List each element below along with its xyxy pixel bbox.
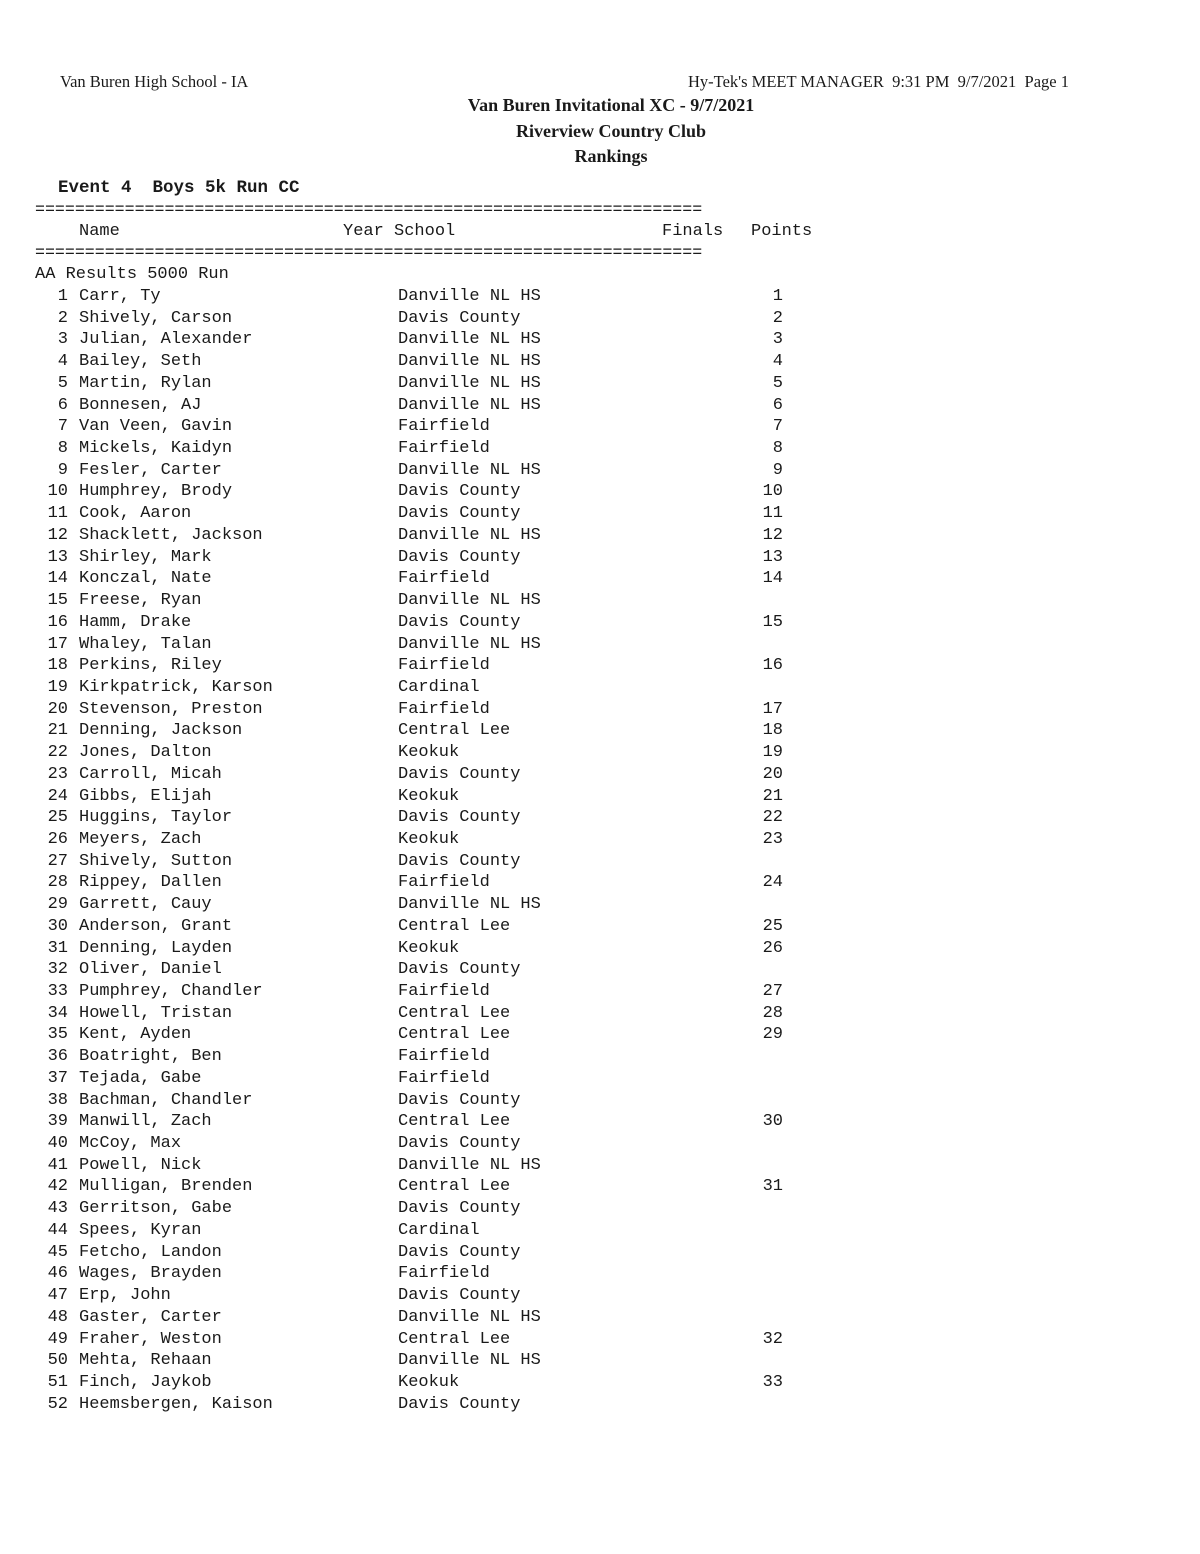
table-row [0, 786, 900, 808]
table-row [0, 872, 900, 894]
athlete-name-cell: Tejada, Gabe [79, 1068, 202, 1088]
athlete-name-cell: Denning, Layden [79, 938, 233, 958]
place-cell: 9 [57, 460, 68, 480]
table-row [0, 699, 900, 721]
athlete-name-cell: Kent, Ayden [79, 1025, 192, 1045]
points-cell: 27 [762, 982, 783, 1001]
place-cell: 17 [47, 634, 68, 654]
place-cell: 8 [57, 439, 68, 459]
school-cell: Davis County [398, 1286, 521, 1306]
athlete-name-cell: Jones, Dalton [79, 743, 212, 763]
school-cell: Davis County [398, 960, 521, 980]
table-row [0, 1285, 900, 1307]
table-row [0, 938, 900, 960]
meet-title: Van Buren Invitational XC - 9/7/2021 [467, 95, 755, 115]
table-row [0, 655, 900, 677]
place-cell: 42 [47, 1177, 68, 1197]
place-cell: 6 [57, 395, 68, 415]
table-row [0, 1329, 900, 1351]
school-cell: Danville NL HS [398, 330, 541, 350]
header-rule: =================================================================== [35, 243, 703, 262]
points-cell: 18 [762, 721, 783, 741]
col-name-header: Name [79, 222, 120, 241]
table-row [0, 916, 900, 938]
athlete-name-cell: Manwill, Zach [79, 1112, 212, 1132]
points-cell: 1 [772, 287, 783, 306]
school-cell: Central Lee [398, 1329, 511, 1349]
school-cell: Fairfield [398, 1068, 490, 1088]
school-cell: Fairfield [398, 417, 490, 437]
athlete-name-cell: Oliver, Daniel [79, 960, 222, 980]
school-cell: Danville NL HS [398, 634, 541, 654]
points-cell: 28 [762, 1003, 783, 1023]
table-row [0, 416, 900, 438]
table-row [0, 742, 900, 764]
athlete-name-cell: Finch, Jaykob [79, 1372, 212, 1392]
athlete-name-cell: Boatright, Ben [79, 1047, 222, 1067]
athlete-name-cell: Fetcho, Landon [79, 1242, 222, 1262]
place-cell: 24 [47, 786, 68, 806]
place-cell: 25 [47, 808, 68, 828]
place-cell: 13 [47, 547, 68, 567]
athlete-name-cell: Konczal, Nate [79, 569, 212, 589]
table-row [0, 1242, 900, 1264]
athlete-name-cell: Freese, Ryan [79, 591, 202, 611]
school-cell: Davis County [398, 1090, 521, 1110]
place-cell: 32 [47, 960, 68, 980]
results-table [0, 286, 900, 1415]
points-cell: 2 [772, 308, 783, 328]
school-cell: Danville NL HS [398, 1155, 541, 1175]
table-row [0, 1263, 900, 1285]
points-cell: 24 [762, 873, 783, 893]
place-cell: 44 [47, 1220, 68, 1240]
athlete-name-cell: Meyers, Zach [79, 829, 202, 849]
place-cell: 40 [47, 1134, 68, 1154]
athlete-name-cell: Denning, Jackson [79, 721, 243, 741]
table-row [0, 1307, 900, 1329]
table-row [0, 1155, 900, 1177]
athlete-name-cell: Bailey, Seth [79, 352, 202, 372]
athlete-name-cell: Shirley, Mark [79, 547, 212, 567]
athlete-name-cell: Powell, Nick [79, 1155, 202, 1175]
school-cell: Danville NL HS [398, 1307, 541, 1327]
place-cell: 16 [47, 612, 68, 632]
school-cell: Fairfield [398, 569, 490, 589]
athlete-name-cell: Pumphrey, Chandler [79, 982, 263, 1001]
athlete-name-cell: McCoy, Max [79, 1134, 182, 1154]
athlete-name-cell: Shacklett, Jackson [79, 525, 263, 545]
col-points-header: Points [751, 222, 813, 241]
school-cell: Keokuk [398, 743, 460, 763]
school-cell: Fairfield [398, 699, 490, 719]
place-cell: 11 [47, 504, 68, 524]
school-header: Van Buren High School - IA [60, 72, 249, 91]
athlete-name-cell: Spees, Kyran [79, 1220, 202, 1240]
school-cell: Davis County [398, 482, 521, 502]
school-cell: Davis County [398, 1134, 521, 1154]
school-cell: Danville NL HS [398, 395, 541, 415]
table-row [0, 1198, 900, 1220]
place-cell: 22 [47, 743, 68, 763]
athlete-name-cell: Hamm, Drake [79, 612, 192, 632]
table-row [0, 1090, 900, 1112]
points-cell: 23 [762, 829, 783, 849]
table-row [0, 590, 900, 612]
place-cell: 49 [47, 1329, 68, 1349]
place-cell: 36 [47, 1047, 68, 1067]
place-cell: 39 [47, 1112, 68, 1132]
points-cell: 29 [762, 1025, 783, 1045]
points-cell: 16 [762, 656, 783, 676]
table-row [0, 1220, 900, 1242]
athlete-name-cell: Bonnesen, AJ [79, 395, 202, 415]
school-cell: Central Lee [398, 1177, 511, 1197]
school-cell: Davis County [398, 612, 521, 632]
place-cell: 14 [47, 569, 68, 589]
school-cell: Fairfield [398, 873, 490, 893]
table-row [0, 460, 900, 482]
school-cell: Fairfield [398, 982, 490, 1001]
place-cell: 18 [47, 656, 68, 676]
school-cell: Danville NL HS [398, 591, 541, 611]
table-row [0, 525, 900, 547]
table-row [0, 612, 900, 634]
table-row [0, 308, 900, 330]
place-cell: 27 [47, 851, 68, 871]
school-cell: Fairfield [398, 656, 490, 676]
points-cell: 13 [762, 547, 783, 567]
table-row [0, 329, 900, 351]
table-row [0, 1394, 900, 1416]
place-cell: 33 [47, 982, 68, 1001]
athlete-name-cell: Rippey, Dallen [79, 873, 222, 893]
athlete-name-cell: Cook, Aaron [79, 504, 192, 524]
place-cell: 38 [47, 1090, 68, 1110]
table-row [0, 568, 900, 590]
athlete-name-cell: Mickels, Kaidyn [79, 439, 233, 459]
col-finals-header: Finals [662, 222, 724, 241]
points-cell: 33 [762, 1372, 783, 1392]
points-cell: 14 [762, 569, 783, 589]
points-cell: 32 [762, 1329, 783, 1349]
section-label: AA Results 5000 Run [35, 265, 229, 284]
school-cell: Danville NL HS [398, 525, 541, 545]
points-cell: 10 [762, 482, 783, 502]
school-cell: Keokuk [398, 829, 460, 849]
points-cell: 15 [762, 612, 783, 632]
points-cell: 4 [772, 352, 783, 372]
table-row [0, 1111, 900, 1133]
report-title: Rankings [574, 146, 648, 166]
table-row [0, 1133, 900, 1155]
athlete-name-cell: Huggins, Taylor [79, 808, 233, 828]
place-cell: 2 [57, 308, 68, 328]
software-header: Hy-Tek's MEET MANAGER 9:31 PM 9/7/2021 Page 1 [688, 72, 1070, 91]
athlete-name-cell: Wages, Brayden [79, 1264, 222, 1284]
place-cell: 35 [47, 1025, 68, 1045]
table-row [0, 1046, 900, 1068]
school-cell: Keokuk [398, 1372, 460, 1392]
place-cell: 20 [47, 699, 68, 719]
table-row [0, 807, 900, 829]
school-cell: Davis County [398, 308, 521, 328]
points-cell: 12 [762, 525, 783, 545]
school-cell: Danville NL HS [398, 895, 541, 915]
points-cell: 17 [762, 699, 783, 719]
place-cell: 37 [47, 1068, 68, 1088]
points-cell: 25 [762, 916, 783, 936]
school-cell: Cardinal [398, 677, 480, 697]
venue-title: Riverview Country Club [516, 121, 706, 141]
place-cell: 50 [47, 1351, 68, 1371]
table-row [0, 373, 900, 395]
place-cell: 26 [47, 829, 68, 849]
table-row [0, 764, 900, 786]
points-cell: 9 [772, 460, 783, 480]
place-cell: 48 [47, 1307, 68, 1327]
table-row [0, 503, 900, 525]
athlete-name-cell: Martin, Rylan [79, 373, 212, 393]
place-cell: 21 [47, 721, 68, 741]
table-row [0, 351, 900, 373]
table-row [0, 851, 900, 873]
athlete-name-cell: Mehta, Rehaan [79, 1351, 212, 1371]
table-row [0, 677, 900, 699]
points-cell: 7 [772, 417, 783, 437]
place-cell: 19 [47, 677, 68, 697]
place-cell: 43 [47, 1199, 68, 1219]
athlete-name-cell: Erp, John [79, 1286, 171, 1306]
table-row [0, 634, 900, 656]
table-row [0, 1068, 900, 1090]
table-row [0, 481, 900, 503]
place-cell: 7 [57, 417, 68, 437]
place-cell: 3 [57, 330, 68, 350]
school-cell: Cardinal [398, 1220, 480, 1240]
school-cell: Danville NL HS [398, 1351, 541, 1371]
athlete-name-cell: Humphrey, Brody [79, 482, 233, 502]
table-row [0, 1003, 900, 1025]
points-cell: 20 [762, 764, 783, 784]
school-cell: Fairfield [398, 1047, 490, 1067]
school-cell: Fairfield [398, 1264, 490, 1284]
place-cell: 47 [47, 1286, 68, 1306]
points-cell: 11 [762, 504, 783, 524]
table-row [0, 894, 900, 916]
points-cell: 19 [762, 743, 783, 763]
athlete-name-cell: Whaley, Talan [79, 634, 212, 654]
table-row [0, 438, 900, 460]
points-cell: 6 [772, 395, 783, 415]
athlete-name-cell: Carr, Ty [79, 287, 161, 306]
athlete-name-cell: Kirkpatrick, Karson [79, 677, 273, 697]
points-cell: 30 [762, 1112, 783, 1132]
table-row [0, 1372, 900, 1394]
place-cell: 52 [47, 1394, 68, 1414]
place-cell: 12 [47, 525, 68, 545]
place-cell: 31 [47, 938, 68, 958]
athlete-name-cell: Howell, Tristan [79, 1003, 233, 1023]
athlete-name-cell: Garrett, Cauy [79, 895, 212, 915]
athlete-name-cell: Gibbs, Elijah [79, 786, 212, 806]
athlete-name-cell: Shively, Carson [79, 308, 233, 328]
athlete-name-cell: Van Veen, Gavin [79, 417, 233, 437]
school-cell: Danville NL HS [398, 373, 541, 393]
table-row [0, 286, 900, 308]
school-cell: Davis County [398, 851, 521, 871]
table-row [0, 1024, 900, 1046]
table-row [0, 829, 900, 851]
place-cell: 1 [57, 287, 68, 306]
points-cell: 8 [772, 439, 783, 459]
athlete-name-cell: Anderson, Grant [79, 916, 233, 936]
school-cell: Central Lee [398, 1112, 511, 1132]
school-cell: Central Lee [398, 1003, 511, 1023]
event-title: Event 4 Boys 5k Run CC [58, 178, 300, 198]
school-cell: Davis County [398, 764, 521, 784]
place-cell: 51 [47, 1372, 68, 1392]
athlete-name-cell: Gaster, Carter [79, 1307, 222, 1327]
school-cell: Davis County [398, 1242, 521, 1262]
table-row [0, 959, 900, 981]
place-cell: 41 [47, 1155, 68, 1175]
athlete-name-cell: Heemsbergen, Kaison [79, 1394, 273, 1414]
place-cell: 30 [47, 916, 68, 936]
athlete-name-cell: Julian, Alexander [79, 330, 253, 350]
school-cell: Central Lee [398, 1025, 511, 1045]
school-cell: Davis County [398, 547, 521, 567]
points-cell: 26 [762, 938, 783, 958]
points-cell: 21 [762, 786, 783, 806]
school-cell: Fairfield [398, 439, 490, 459]
points-cell: 5 [772, 373, 783, 393]
col-year-school-header: Year School [343, 222, 456, 241]
place-cell: 23 [47, 764, 68, 784]
school-cell: Central Lee [398, 721, 511, 741]
school-cell: Danville NL HS [398, 287, 541, 306]
place-cell: 10 [47, 482, 68, 502]
table-row [0, 1350, 900, 1372]
school-cell: Keokuk [398, 938, 460, 958]
table-row [0, 395, 900, 417]
place-cell: 45 [47, 1242, 68, 1262]
athlete-name-cell: Gerritson, Gabe [79, 1199, 233, 1219]
points-cell: 3 [772, 330, 783, 350]
athlete-name-cell: Fraher, Weston [79, 1329, 222, 1349]
points-cell: 31 [762, 1177, 783, 1197]
athlete-name-cell: Fesler, Carter [79, 460, 222, 480]
school-cell: Danville NL HS [398, 352, 541, 372]
table-row [0, 1176, 900, 1198]
points-cell: 22 [762, 808, 783, 828]
school-cell: Davis County [398, 1199, 521, 1219]
athlete-name-cell: Mulligan, Brenden [79, 1177, 253, 1197]
place-cell: 34 [47, 1003, 68, 1023]
place-cell: 29 [47, 895, 68, 915]
place-cell: 28 [47, 873, 68, 893]
place-cell: 46 [47, 1264, 68, 1284]
table-row [0, 547, 900, 569]
athlete-name-cell: Carroll, Micah [79, 764, 222, 784]
school-cell: Davis County [398, 1394, 521, 1414]
school-cell: Central Lee [398, 916, 511, 936]
school-cell: Davis County [398, 504, 521, 524]
school-cell: Keokuk [398, 786, 460, 806]
table-row [0, 981, 900, 1003]
school-cell: Danville NL HS [398, 460, 541, 480]
school-cell: Davis County [398, 808, 521, 828]
place-cell: 5 [57, 373, 68, 393]
athlete-name-cell: Perkins, Riley [79, 656, 222, 676]
place-cell: 15 [47, 591, 68, 611]
athlete-name-cell: Stevenson, Preston [79, 699, 263, 719]
athlete-name-cell: Bachman, Chandler [79, 1090, 253, 1110]
athlete-name-cell: Shively, Sutton [79, 851, 233, 871]
table-row [0, 720, 900, 742]
top-rule: =================================================================== [35, 200, 703, 219]
place-cell: 4 [57, 352, 68, 372]
